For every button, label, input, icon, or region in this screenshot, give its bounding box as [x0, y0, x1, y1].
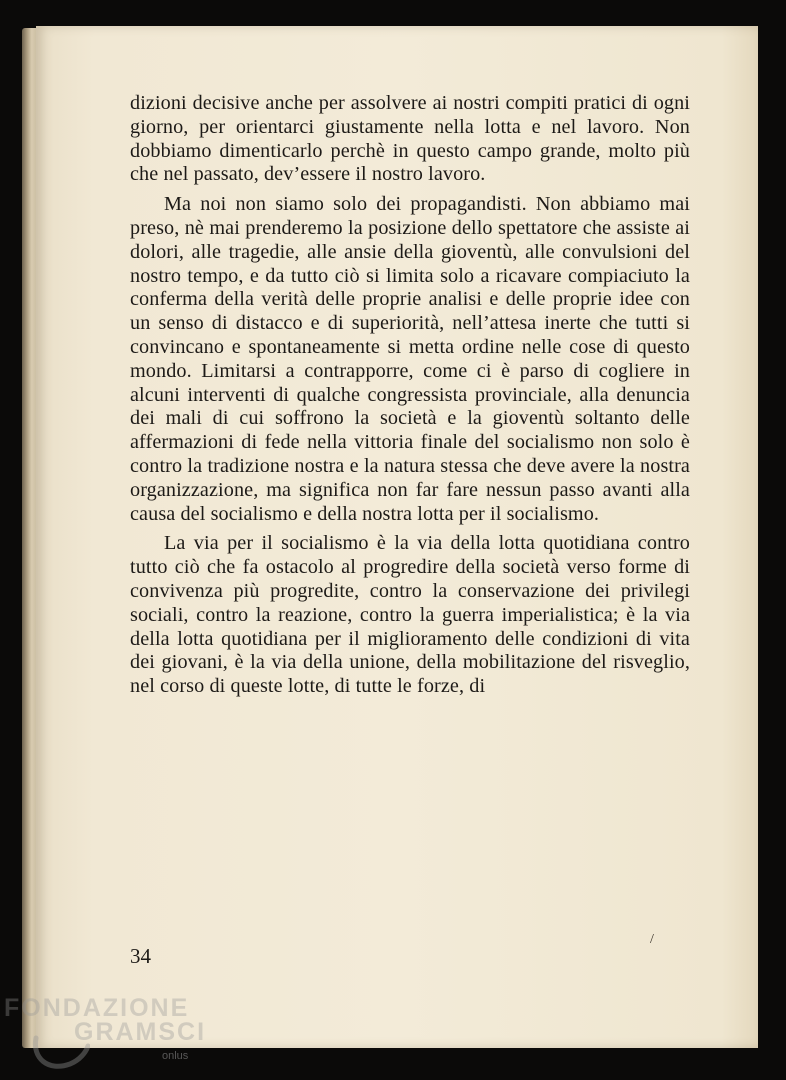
paragraph-2: Ma noi non siamo solo dei propagandisti. Non abbiamo mai preso, nè mai prenderemo la posizione dello spettatore che assiste ai dolori, alle tragedie, alle ansie della gioventù, alle convulsioni del nostro tempo, e da tutto ciò si limita solo a ricavare compiaciuto la conferma della verità delle proprie analisi e delle proprie idee con un senso di distacco e di superiorità, nell’attesa inerte che tutti si convincano e spontaneamente si metta ordine nelle cose di questo mondo. Limitarsi a contrapporre, come ci è parso di cogliere in alcuni interventi di qualche congressista provinciale, alla denuncia dei mali di cui soffrono la società e la gioventù soltanto delle affermazioni di fede nella vittoria finale del socialismo non solo è contro la tradizione nostra e la natura stessa che deve avere la nostra organizzazione, ma significa non far fare nessun passo avanti alla causa del socialismo e della nostra lotta per il socialismo. [130, 193, 690, 525]
watermark-line-2: GRAMSCI [74, 1018, 207, 1046]
page-number: 34 [130, 944, 151, 968]
paragraph-1: dizioni decisive anche per assolvere ai nostri compiti pratici di ogni giorno, per orientarci giustamente nella lotta e nel lavoro. Non dobbiamo dimenticarlo perchè in questo campo grande, molto più che nel passato, dev’essere il nostro lavoro. [130, 92, 690, 186]
body-text [130, 92, 690, 705]
watermark-line-1: FONDAZIONE [4, 994, 190, 1022]
watermark-suffix: onlus [162, 1050, 189, 1062]
stray-mark: / [650, 932, 654, 947]
paragraph-3: La via per il socialismo è la via della lotta quotidiana contro tutto ciò che fa ostacolo al progredire della società verso forme di convivenza più progredite, contro la conservazione dei privilegi sociali, contro la reazione, contro la guerra imperialistica; è la via della lotta quotidiana per il miglioramento delle condizioni di vita dei giovani, è la via della unione, della mobilitazione del risveglio, nel corso di queste lotte, di tutte le forze, di [130, 532, 690, 698]
